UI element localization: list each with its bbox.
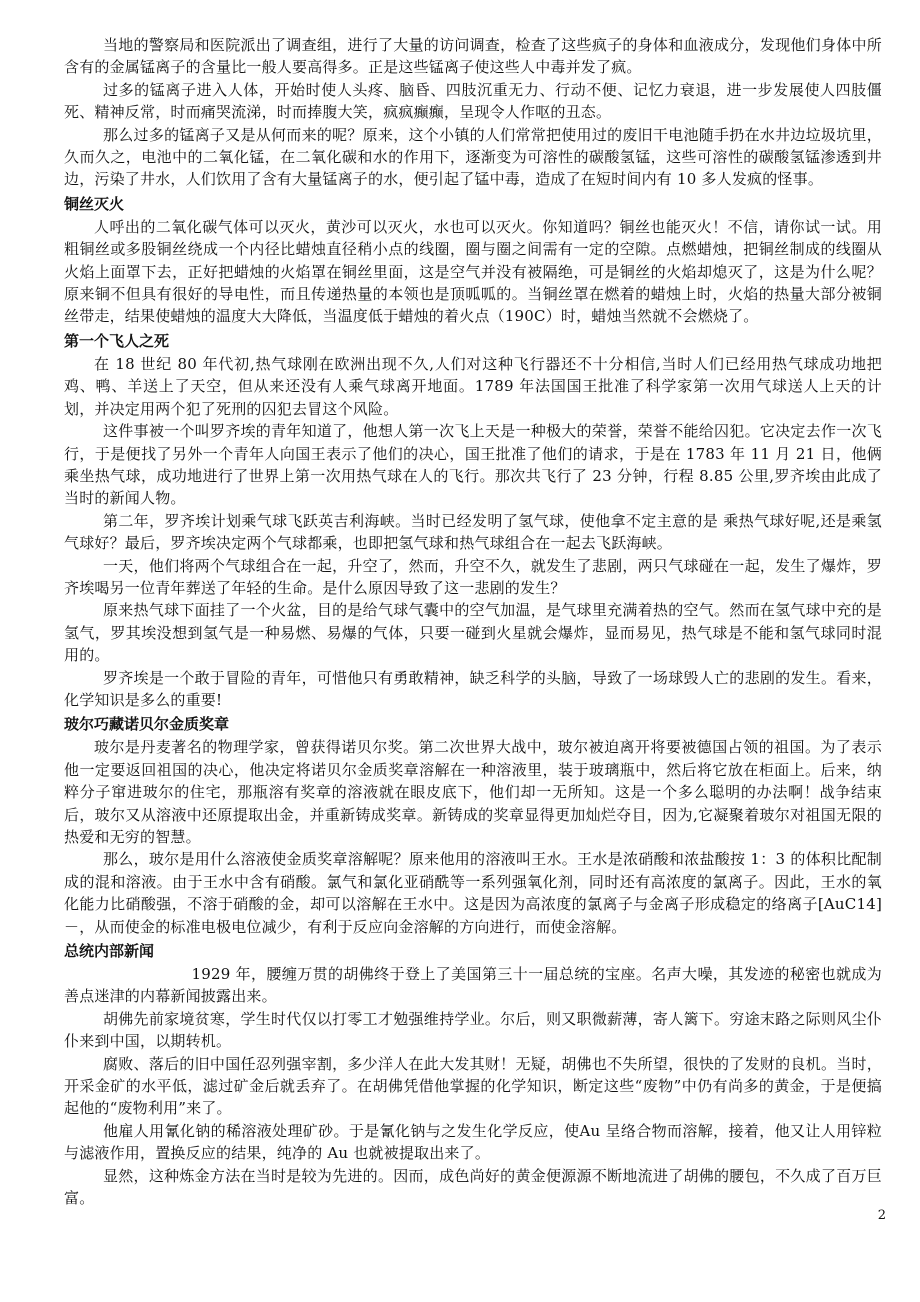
paragraph: 胡佛先前家境贫寒，学生时代仅以打零工才勉强维持学业。尔后，则又职微薪薄，寄人篱下。穷途末路之际则风尘仆仆来到中国，以期转机。 (64, 1009, 882, 1051)
paragraph: 在 18 世纪 80 年代初,热气球刚在欧洲出现不久,人们对这种飞行器还不十分相信,当时人们已经用热气球成功地把鸡、鸭、羊送上了天空，但从来还没有人乘气球离开地面。1789 年法国国王批准了科学家第一次用气球送人上天的计划，并决定用两个犯了死刑的囚犯去冒这个风险。 (64, 354, 882, 418)
paragraph: 罗齐埃是一个敢于冒险的青年，可惜他只有勇敢精神，缺乏科学的头脑，导致了一场球毁人亡的悲剧的发生。看来，化学知识是多么的重要! (64, 668, 882, 709)
section-bohr (64, 714, 882, 938)
paragraph: 腐败、落后的旧中国任忍列强宰割，多少洋人在此大发其财！无疑，胡佛也不失所望，很快的了发财的良机。当时，开采金矿的水平低，滤过矿金后就丢弃了。在胡佛凭借他掌握的化学知识，断定这些“废物”中仍有尚多的黄金，于是便搞起他的“废物利用”来了。 (64, 1054, 882, 1118)
section-manganese (64, 34, 882, 191)
paragraph: 原来热气球下面挂了一个火盆，目的是给气球气囊中的空气加温，是气球里充满着热的空气。然而在氢气球中充的是氢气，罗其埃没想到氢气是一种易燃、易爆的气体，只要一碰到火星就会爆炸，显而易见，热气球是不能和氢气球同时混用的。 (64, 601, 882, 665)
document-page (64, 34, 882, 1210)
paragraph: 显然，这种炼金方法在当时是较为先进的。因而，成色尚好的黄金便源源不断地流进了胡佛的腰包，不久成了百万巨富。 (64, 1166, 882, 1208)
section-heading: 第一个飞人之死 (64, 331, 170, 350)
section-hoover (64, 941, 882, 1209)
section-balloon (64, 331, 882, 712)
section-heading: 总统内部新闻 (64, 942, 155, 961)
paragraph: 当地的警察局和医院派出了调查组，进行了大量的访问调查，检查了这些疯子的身体和血液成分，发现他们身体中所含有的金属锰离子的含量比一般人要高得多。正是这些锰离子使这些人中毒并发了疯。 (64, 36, 882, 77)
section-heading: 玻尔巧藏诺贝尔金质奖章 (64, 715, 230, 734)
paragraph: 他雇人用氰化钠的稀溶液处理矿砂。于是氰化钠与之发生化学反应，使Au 呈络合物而溶解，接着，他又让人用锌粒与滤液作用，置换反应的结果，纯净的 Au 也就被提取出来了。 (64, 1121, 882, 1163)
paragraph: 第二年，罗齐埃计划乘气球飞跃英吉利海峡。当时已经发明了氢气球，使他拿不定主意的是 乘热气球好呢,还是乘氢气球好？最后，罗齐埃决定两个气球都乘，也即把氢气球和热气球组合在一起去飞跃海峡。 (64, 511, 882, 553)
paragraph: 一天，他们将两个气球组合在一起，升空了，然而，升空不久，就发生了悲剧，两只气球碰在一起，发生了爆炸，罗齐埃喝另一位青年葬送了年轻的生命。是什么原因导致了这一悲剧的发生？ (64, 556, 882, 597)
paragraph: 那么过多的锰离子又是从何而来的呢？原来，这个小镇的人们常常把使用过的废旧干电池随手扔在水井边垃圾坑里，久而久之，电池中的二氧化锰，在二氧化碳和水的作用下，逐渐变为可溶性的碳酸氢锰，这些可溶性的碳酸氢锰渗透到井边，污染了井水，人们饮用了含有大量锰离子的水，便引起了锰中毒，造成了在短时间内有 10 多人发疯的怪事。 (64, 125, 882, 189)
paragraph: 玻尔是丹麦著名的物理学家，曾获得诺贝尔奖。第二次世界大战中，玻尔被迫离开将要被德国占领的祖国。为了表示他一定要返回祖国的决心，他决定将诺贝尔金质奖章溶解在一种溶液里，装于玻璃瓶中，然后将它放在柜面上。后来，纳粹分子窜进玻尔的住宅，那瓶溶有奖章的溶液就在眼皮底下，他们却一无所知。这是一个多么聪明的办法啊！战争结束后，玻尔又从溶液中还原提取出金，并重新铸成奖章。新铸成的奖章显得更加灿烂夺目，因为,它凝聚着玻尔对祖国无限的热爱和无穷的智慧。 (64, 738, 882, 846)
section-copper (64, 194, 882, 328)
paragraph: 那么，玻尔是用什么溶液使金质奖章溶解呢？原来他用的溶液叫王水。王水是浓硝酸和浓盐酸按 1：3 的体积比配制成的混和溶液。由于王水中含有硝酸。氯气和氯化亚硝酰等一系列强氧化剂，同时还有高浓度的氯离子。因此，王水的氧化能力比硝酸强，不溶于硝酸的金，却可以溶解在王水中。这是因为高浓度的氯离子与金离子形成稳定的络离子[AuC14]－，从而使金的标准电极电位减少，有利于反应向金溶解的方向进行，而使金溶解。 (64, 850, 882, 936)
paragraph: 过多的锰离子进入人体，开始时使人头疼、脑昏、四肢沉重无力、行动不便、记忆力衰退，进一步发展使人四肢僵死、精神反常，时而痛哭流涕，时而捧腹大笑，疯疯癫癫，呈现令人作呕的丑态。 (64, 80, 882, 122)
paragraph: 人呼出的二氧化碳气体可以灭火，黄沙可以灭火，水也可以灭火。你知道吗？铜丝也能灭火！不信，请你试一试。用粗铜丝或多股铜丝绕成一个内径比蜡烛直径稍小点的线圈，圈与圈之间需有一定的空隙。点燃蜡烛，把铜丝制成的线圈从火焰上面罩下去，正好把蜡烛的火焰罩在铜丝里面，这是空气并没有被隔绝，可是铜丝的火焰却熄灭了，这是为什么呢？原来铜不但具有很好的导电性，而且传递热量的本领也是顶呱呱的。当铜丝罩在燃着的蜡烛上时，火焰的热量大部分被铜丝带走，结果使蜡烛的温度大大降低，当温度低于蜡烛的着火点（190C）时，蜡烛当然就不会燃烧了。 (64, 217, 882, 326)
paragraph: 这件事被一个叫罗齐埃的青年知道了，他想人第一次飞上天是一种极大的荣誉，荣誉不能给囚犯。它决定去作一次飞行，于是便找了另外一个青年人向国王表示了他们的决心，国王批准了他们的请求，于是在 1783 年 11 月 21 日，他俩乘坐热气球，成功地进行了世界上第一次用热气球在人的飞行。那次共飞行了 23 分钟，行程 8.85 公里,罗齐埃由此成了当时的新闻人物。 (64, 422, 882, 508)
section-heading: 铜丝灭火 (64, 194, 125, 213)
page-number: 2 (877, 1208, 886, 1223)
paragraph: 1929 年，腰缠万贯的胡佛终于登上了美国第三十一届总统的宝座。名声大噪，其发迹的秘密也就成为善点迷津的内幕新闻披露出来。 (64, 965, 882, 1006)
